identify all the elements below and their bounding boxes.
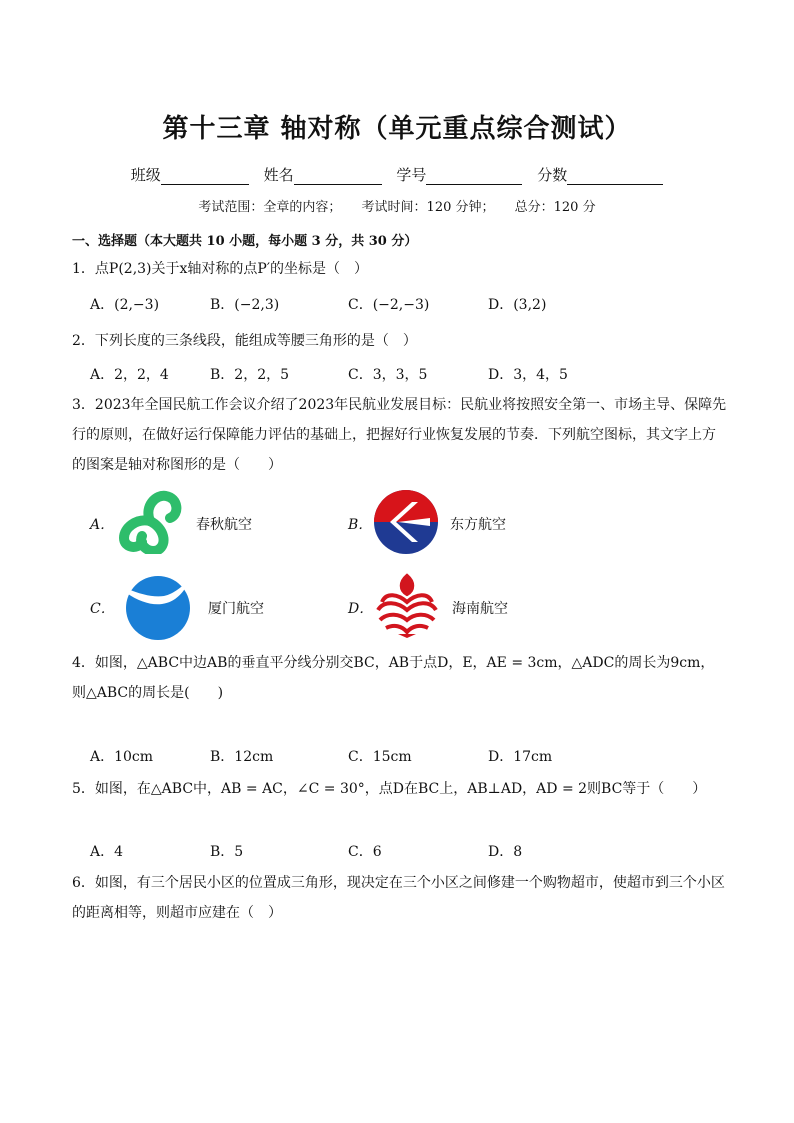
question-6-line-2: 的距离相等，则超市应建在（ ） [72,905,282,921]
question-4-line-2: 则△ABC的周长是( ) [72,685,224,701]
question-1: 1．点P(2,3)关于x轴对称的点P′的坐标是（ ） [72,261,369,277]
page-title: 第十三章 轴对称（单元重点综合测试） [162,114,632,144]
q5-option-d[interactable]: D．8 [488,844,523,860]
q3-option-d-label: D． [348,601,374,617]
q3-option-c-name: 厦门航空 [208,601,264,617]
q2-option-d[interactable]: D．3，4，5 [488,367,568,383]
question-5: 5．如图，在△ABC中，AB = AC，∠C = 30°，点D在BC上，AB⊥AD，AD = 2则BC等于（ ） [72,781,707,797]
q4-option-b[interactable]: B．12cm [210,749,274,765]
q2-option-a[interactable]: A．2，2，4 [90,367,169,383]
question-2: 2．下列长度的三条线段，能组成等腰三角形的是（ ） [72,333,417,349]
q3-option-d[interactable] [348,572,608,652]
exam-scope [0,196,794,215]
exam-total: 总分：120 分 [514,200,596,215]
question-3-line-2: 行的原则，在做好运行保障能力评估的基础上，把握好行业恢复发展的节奏．下列航空图标，其文字上方 [72,427,716,443]
q3-logo-row-2 [90,572,730,652]
q1-option-b[interactable]: B．(−2,3) [210,297,280,313]
id-blank[interactable] [426,168,522,185]
section-title: 一、选择题（本大题共 10 小题，每小题 3 分，共 30 分） [72,234,418,249]
question-6-line-1: 6．如图，有三个居民小区的位置成三角形，现决定在三个小区之间修建一个购物超市，使超市到三个小区 [72,875,725,891]
q4-option-c[interactable]: C．15cm [348,749,412,765]
q3-logo-row-1 [90,488,730,568]
question-3-line-3: 的图案是轴对称图形的是（ ） [72,457,282,473]
question-5-options [90,841,730,865]
q3-option-b-name: 东方航空 [450,517,506,533]
q5-option-b[interactable]: B．5 [210,844,244,860]
q1-option-d[interactable]: D．(3,2) [488,297,547,313]
exam-range: 考试范围：全章的内容； [198,200,342,215]
question-4-options [90,746,730,770]
xiamen-airlines-icon [114,572,194,640]
question-1-options [90,294,730,318]
q2-option-c[interactable]: C．3，3，5 [348,367,428,383]
q1-option-c[interactable]: C．(−2,−3) [348,297,430,313]
q3-option-c[interactable] [90,572,350,652]
q1-option-a[interactable]: A．(2,−3) [90,297,160,313]
q3-option-a-name: 春秋航空 [196,517,252,533]
name-label: 姓名 [263,166,294,184]
class-blank[interactable] [161,168,249,185]
q3-option-a-label: A． [90,517,115,533]
class-field [131,164,249,185]
q3-option-d-name: 海南航空 [452,601,508,617]
q4-option-d[interactable]: D．17cm [488,749,553,765]
id-label: 学号 [396,166,427,184]
china-eastern-icon [372,488,440,556]
class-label: 班级 [130,166,161,184]
score-label: 分数 [537,166,568,184]
score-field [537,164,663,185]
q5-option-c[interactable]: C．6 [348,844,382,860]
question-4-line-1: 4．如图，△ABC中边AB的垂直平分线分别交BC，AB于点D，E，AE = 3cm，△ADC的周长为9cm， [72,655,715,671]
question-2-options [90,364,730,388]
q3-option-a[interactable] [90,488,350,568]
exam-time: 考试时间：120 分钟； [361,200,495,215]
student-info-line [0,164,794,185]
hainan-airlines-icon [372,572,442,640]
score-blank[interactable] [567,168,663,185]
q5-option-a[interactable]: A．4 [90,844,124,860]
name-blank[interactable] [294,168,382,185]
spring-airlines-icon [114,488,186,554]
q3-option-c-label: C． [90,601,115,617]
question-3-line-1: 3．2023年全国民航工作会议介绍了2023年民航业发展目标：民航业将按照安全第一、市场主导、保障先 [72,397,727,413]
q3-option-b[interactable] [348,488,608,568]
q3-option-b-label: B． [348,517,373,533]
id-field [396,164,522,185]
name-field [264,164,382,185]
q4-option-a[interactable]: A．10cm [90,749,154,765]
q2-option-b[interactable]: B．2，2，5 [210,367,290,383]
